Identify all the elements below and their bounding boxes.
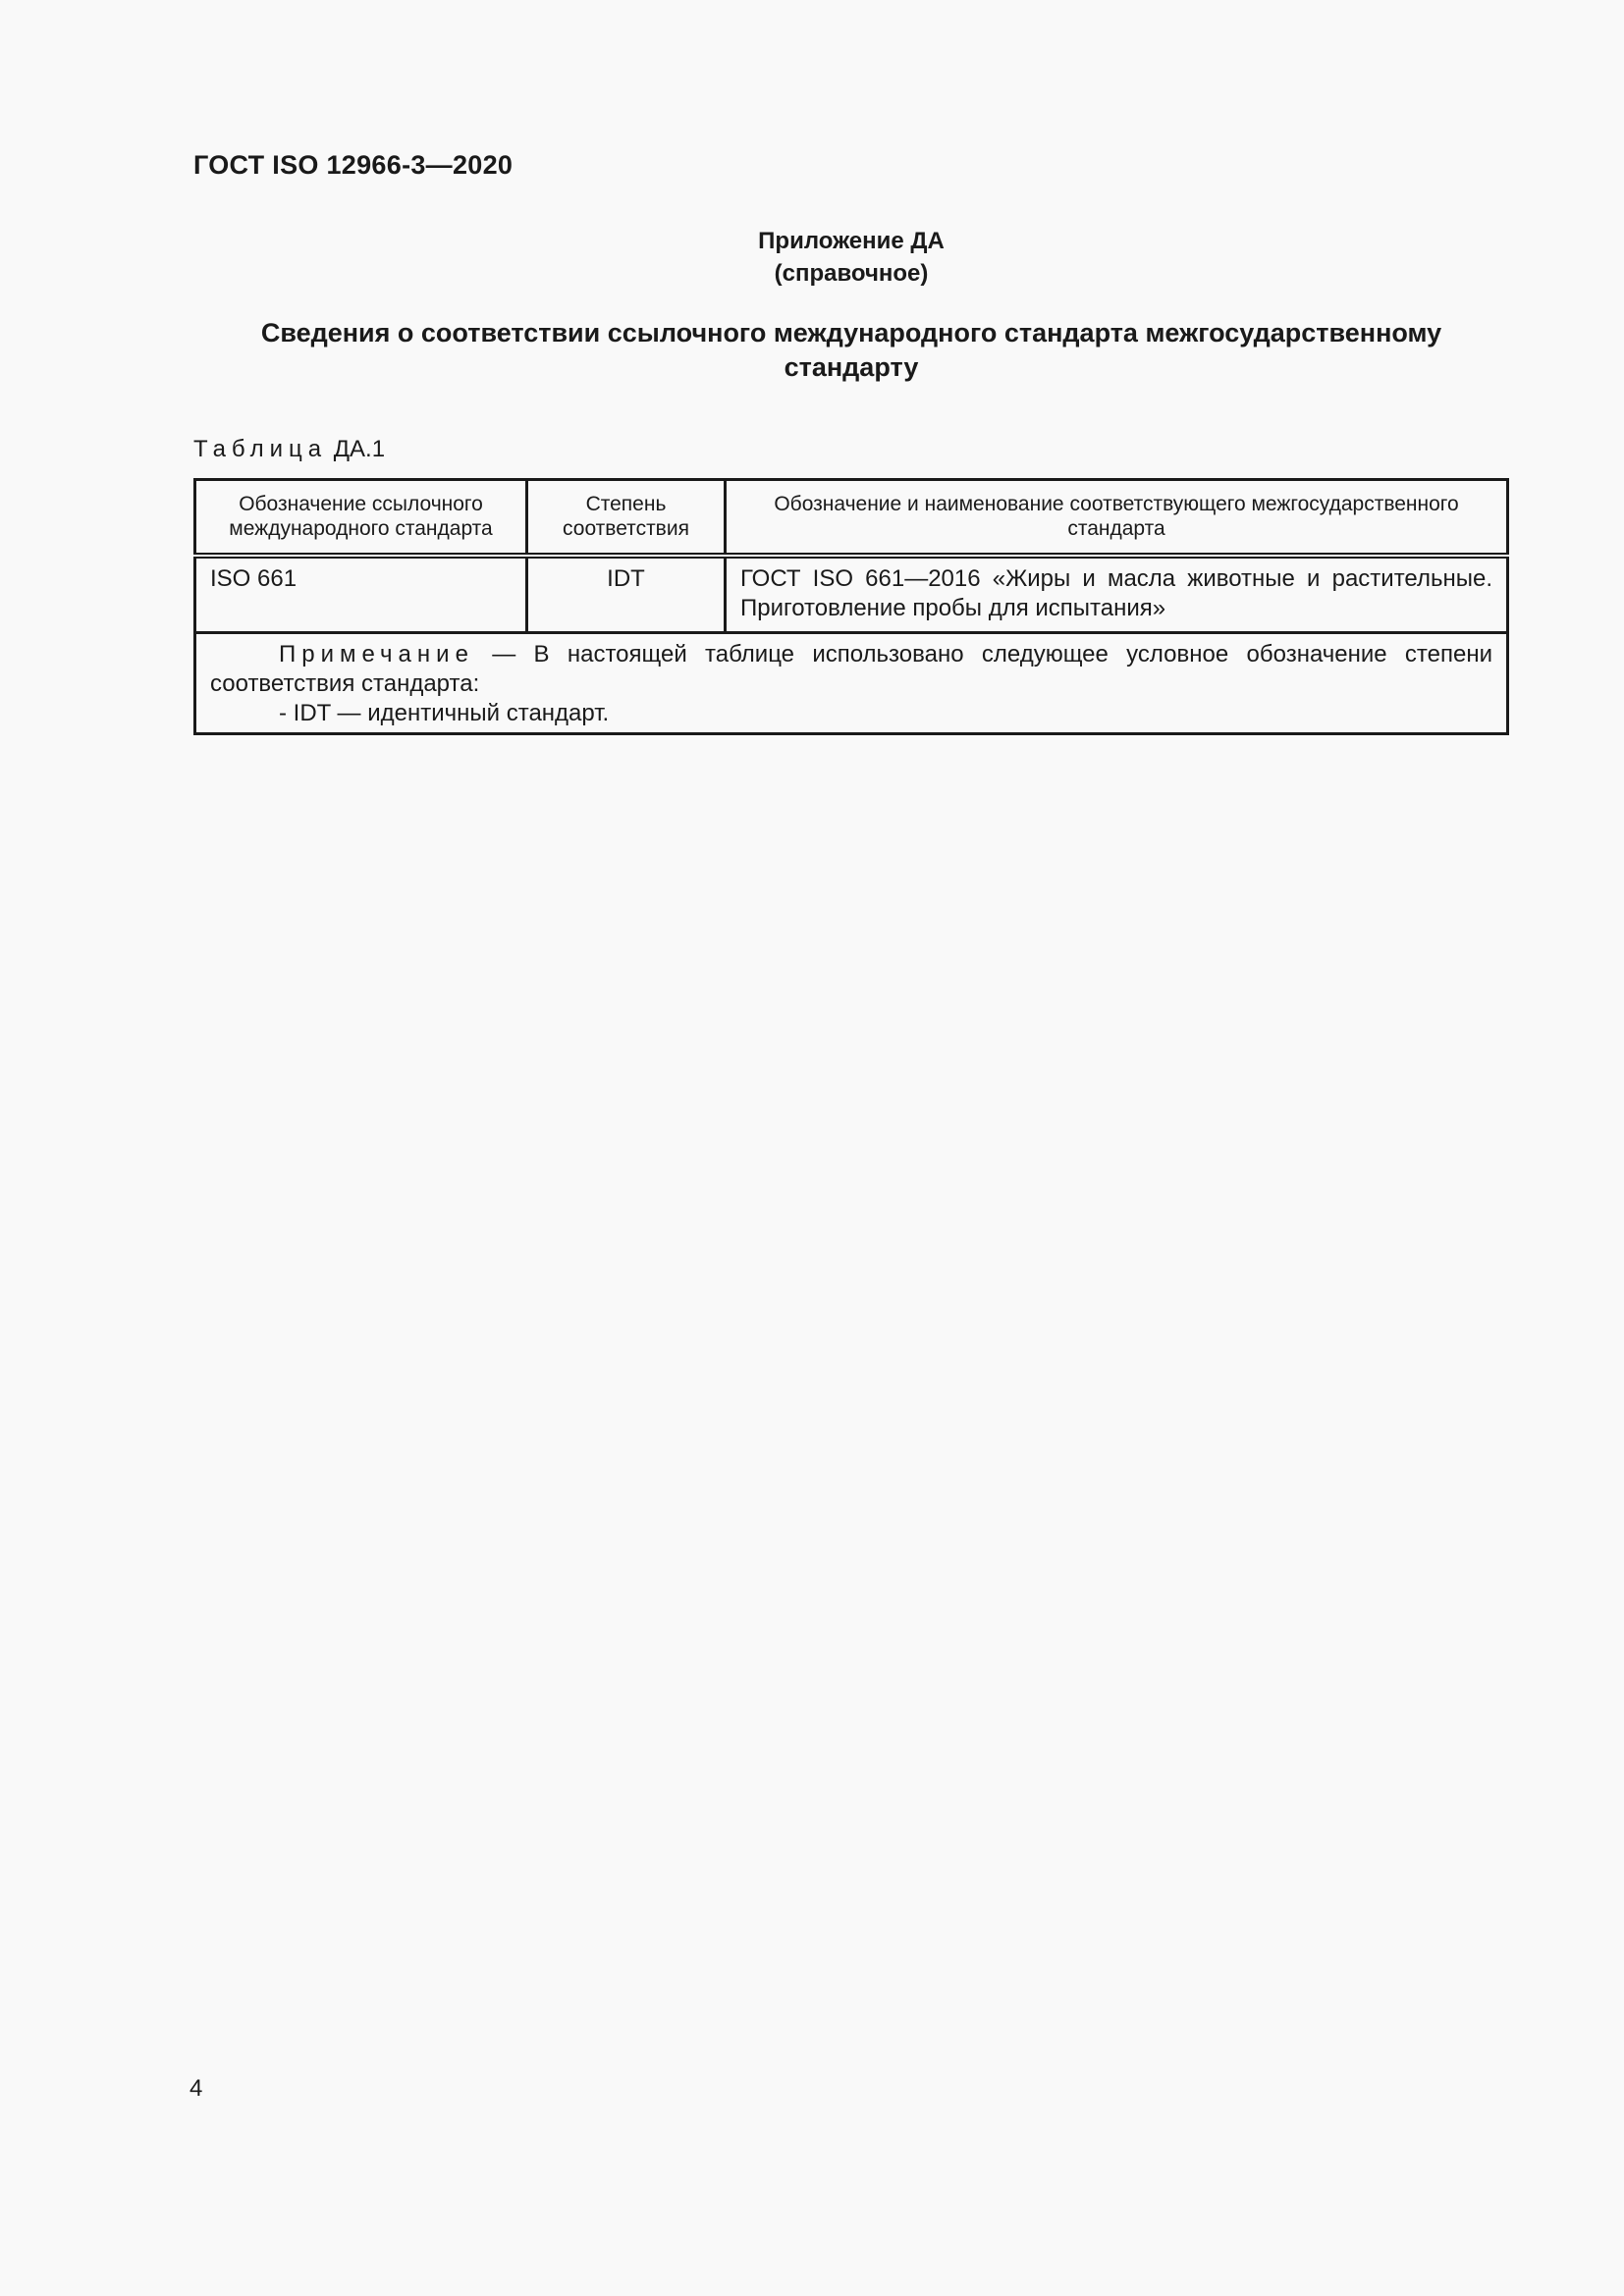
cell-degree: IDT: [527, 556, 726, 633]
header-interstate-standard: Обозначение и наименование соответствующего межгосударственного стандарта: [726, 480, 1508, 557]
page-number: 4: [189, 2075, 203, 2102]
table-caption: [193, 436, 385, 463]
note-item: - IDT — идентичный стандарт.: [279, 700, 610, 726]
cell-interstate-standard: ГОСТ ISO 661—2016 «Жиры и масла животные и растительные. Приготовление пробы для испытания»: [726, 556, 1508, 633]
note-body: — В настоящей таблице использовано следующее условное обозначение степени соответствия стандарта:: [210, 641, 1493, 697]
appendix-type: (справочное): [774, 260, 929, 287]
header-ref-standard: Обозначение ссылочного международного стандарта: [195, 480, 527, 557]
appendix-title: Приложение ДА: [758, 228, 945, 254]
heading-line-2: стандарту: [784, 352, 919, 382]
note-label: Примечание: [279, 641, 474, 667]
heading-line-1: Сведения о соответствии ссылочного международного стандарта межгосударственному: [260, 318, 1442, 347]
table-note-row: [195, 633, 1508, 734]
appendix-heading: [193, 316, 1509, 385]
table-header-row: [195, 480, 1508, 557]
cell-ref-standard: ISO 661: [195, 556, 527, 633]
table-caption-number: ДА.1: [333, 436, 386, 462]
header-degree: Степень соответствия: [527, 480, 726, 557]
note-text: [210, 640, 1492, 699]
table-caption-label: Таблица: [193, 436, 328, 462]
document-code: ГОСТ ISO 12966-3—2020: [193, 150, 514, 180]
table-note: [195, 633, 1508, 734]
correspondence-table: [193, 478, 1509, 735]
appendix-header: [193, 225, 1509, 290]
table-row: [195, 556, 1508, 633]
